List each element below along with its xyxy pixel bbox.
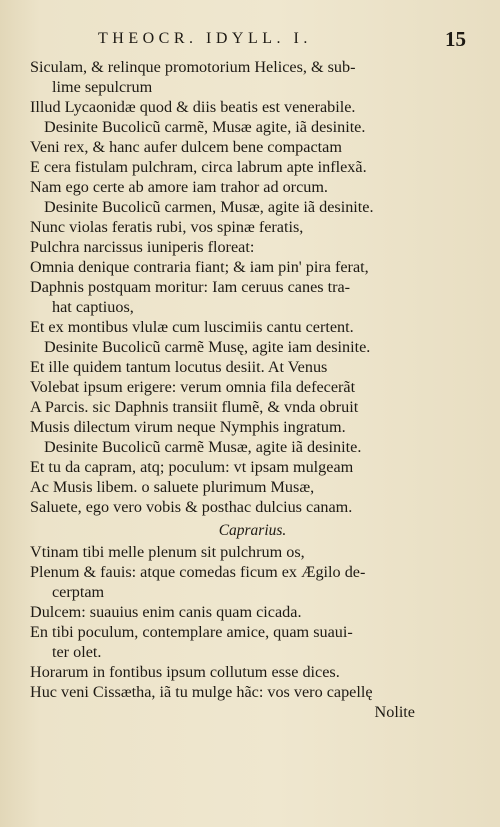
- catchword: Nolite: [374, 703, 415, 721]
- text-line: Omnia denique contraria fiant; & iam pin' pira ferat,: [30, 258, 369, 276]
- text-line: Veni rex, & hanc aufer dulcem bene compactam: [30, 138, 342, 156]
- text-line: Nam ego certe ab amore iam trahor ad orcum.: [30, 178, 328, 196]
- text-line: ter olet.: [52, 643, 102, 661]
- text-line: En tibi poculum, contemplare amice, quam suaui-: [30, 623, 353, 641]
- text-line: Et tu da capram, atq; poculum: vt ipsam mulgeam: [30, 458, 354, 476]
- text-line: Ac Musis libem. o saluete plurimum Musæ,: [30, 478, 315, 496]
- text-line: Saluete, ego vero vobis & posthac dulcius canam.: [30, 498, 353, 516]
- text-line: Dulcem: suauius enim canis quam cicada.: [30, 603, 302, 621]
- refrain-line: Desinite Bucolicũ carmẽ, Musæ agite, iã desinite.: [44, 118, 366, 136]
- text-line: Musis dilectum virum neque Nymphis ingratum.: [30, 418, 346, 436]
- text-line: E cera fistulam pulchram, circa labrum apte inflexã.: [30, 158, 367, 176]
- speaker-heading: Caprarius.: [218, 522, 287, 539]
- refrain-line: Desinite Bucolicũ carmẽ Musę, agite iam desinite.: [44, 338, 371, 356]
- text-line: Illud Lycaonidæ quod & diis beatis est venerabile.: [30, 98, 356, 116]
- text-line: Pulchra narcissus iuniperis floreat:: [30, 238, 255, 256]
- text-line: lime sepulcrum: [52, 78, 153, 96]
- text-line: Et ille quidem tantum locutus desiit. At Venus: [30, 358, 328, 376]
- refrain-line: Desinite Bucolicũ carmen, Musæ, agite iã desinite.: [44, 198, 374, 216]
- refrain-line: Desinite Bucolicũ carmẽ Musæ, agite iã desinite.: [44, 438, 362, 456]
- text-line: Daphnis postquam moritur: Iam ceruus canes tra-: [30, 278, 351, 296]
- text-line: hat captiuos,: [52, 298, 134, 316]
- text-line: Siculam, & relinque promotorium Helices, & sub-: [30, 58, 356, 76]
- text-line: A Parcis. sic Daphnis transiit flumẽ, & vnda obruit: [30, 398, 359, 416]
- text-line: Horarum in fontibus ipsum collutum esse dices.: [30, 663, 340, 681]
- text-line: Plenum & fauis: atque comedas ficum ex Ægilo de-: [30, 563, 366, 581]
- running-head: [98, 27, 466, 52]
- running-head-title: THEOCR. IDYLL. I.: [98, 30, 312, 47]
- page-number: 15: [445, 27, 466, 51]
- text-line: cerptam: [52, 583, 105, 601]
- text-line: Et ex montibus vlulæ cum luscimiis cantu certent.: [30, 318, 354, 336]
- text-line: Nunc violas feratis rubi, vos spinæ feratis,: [30, 218, 304, 236]
- text-line: Volebat ipsum erigere: verum omnia fila defecerãt: [30, 378, 356, 396]
- text-line: Vtinam tibi melle plenum sit pulchrum os,: [30, 543, 305, 561]
- text-line: Huc veni Cissætha, iã tu mulge hãc: vos vero capellę: [30, 683, 373, 701]
